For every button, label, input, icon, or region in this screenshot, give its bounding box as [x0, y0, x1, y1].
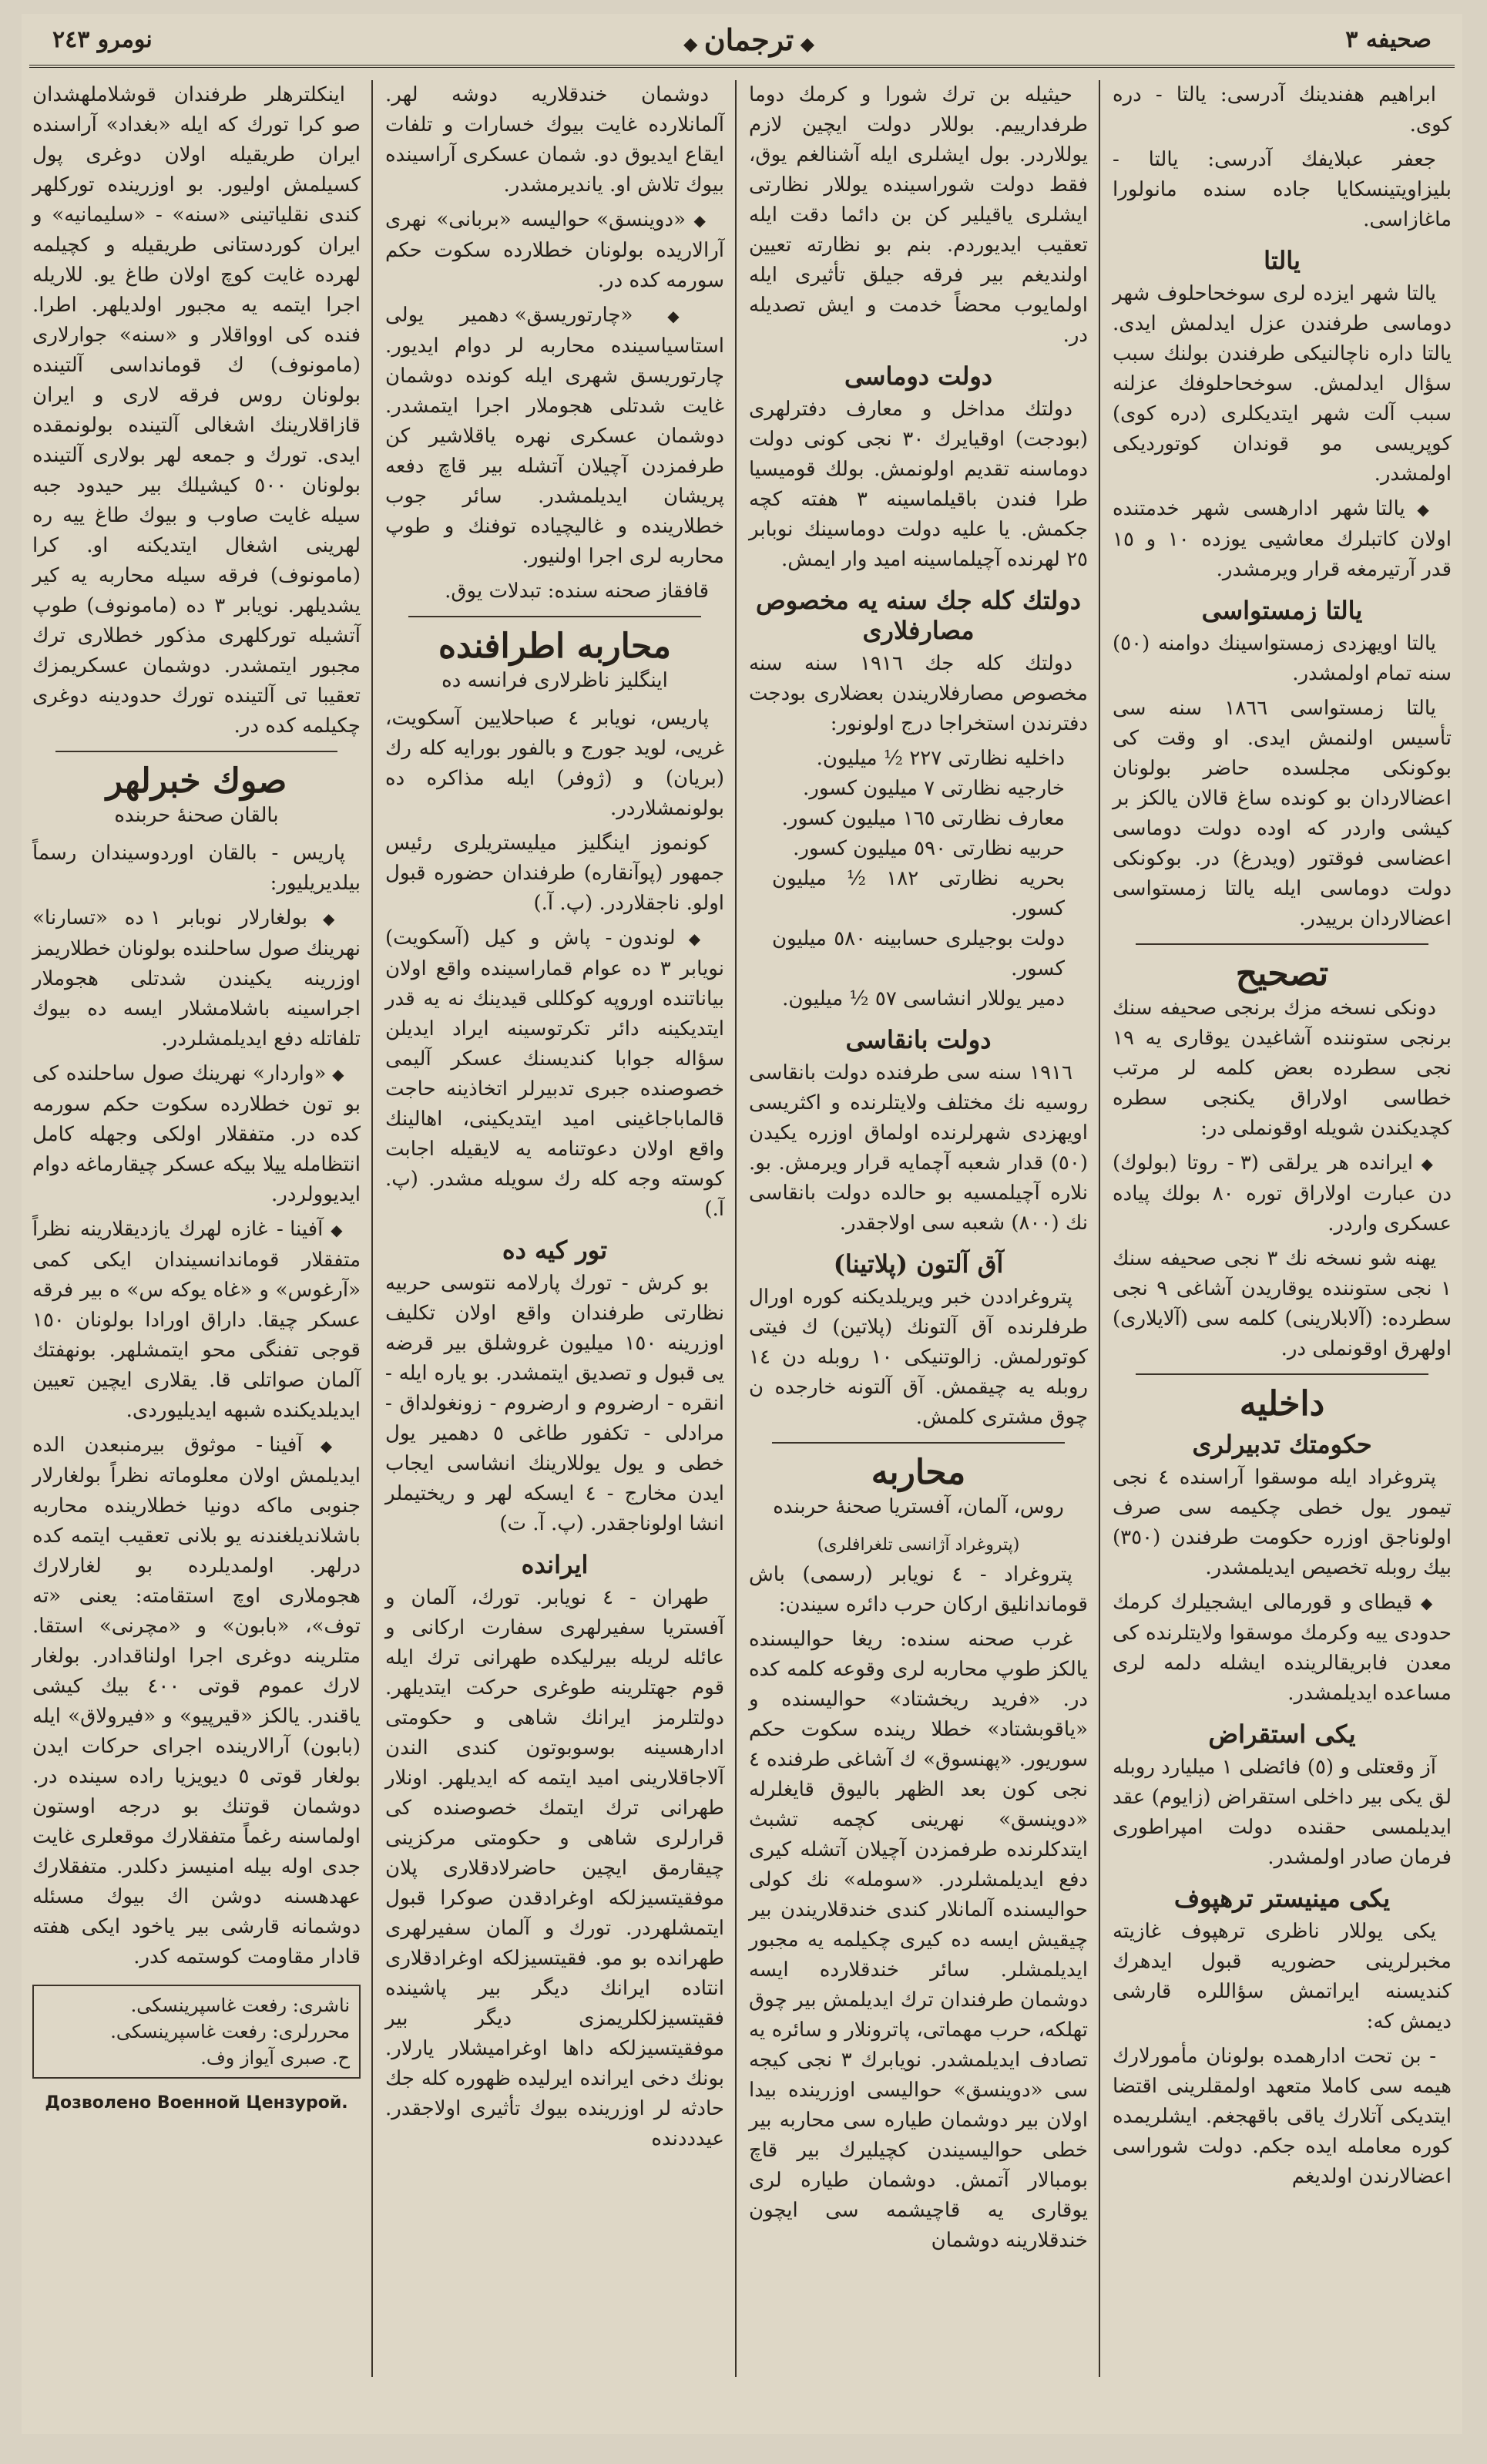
section-heading: تور كیه ده	[502, 1235, 608, 1265]
section-heading: یالتا زمستواسی	[1201, 596, 1363, 625]
publisher-box	[32, 1985, 361, 2079]
editors-line	[43, 2019, 350, 2045]
news-item: ◆ لوندون - پاش و كیل (آسكویت) نویابر ٣ ده عوام قماراسینده واقع اولان بیاناتنده اوروپه كوكللی قیدینك نه یه قدر ایتدیكینه دائر تكرتوسینه ایراد ایدیلن سؤاله جوابا كندیسنك عسكر آلیمی خصوصنده جبری تدبیرلر اتخاذینه حاجت قالماباجاغینی امید ایتدیكینی، اهالینك واقع اولان دعوتنامه یه لایقیله اجابت كوسته وجه كله رك سویله مشدر. (پ. آ.)	[385, 923, 724, 1225]
divider	[1136, 943, 1428, 945]
news-item: ◆ «چارتوریسق» دهمیر یولی استاسیاسینده محاربه لر دوام ایدیور. چارتوریسق شهری ایله كونده دوشمان غایت شدتلی هجوملار اجرا ایتمشدر. دوشمان عسكری نهره یاقلاشیر كن طرفمزدن آچیلان آتشله بیر قاچ دفعه پریشان ایدیلمشدر. سائر جوب خطلارینده و غالیچیاده توفنك و طوپ محاربه لری اجرا اولنیور.	[385, 301, 724, 572]
issue-number: نومرو ٢٤٣	[52, 25, 153, 53]
paragraph: جعفر عبلایفك آدرسی: یالتا - بلیزاویتینسكایا جاده سنده مانولورا ماغازاسی.	[1113, 148, 1452, 231]
section-heading: تصحیح	[1235, 954, 1329, 993]
news-item: ◆ ایرانده هر یرلقی (٣ - روتا (بولوك) دن عبارت اولاراق توره ٨٠ بولك پیاده عسكری واردر.	[1113, 1148, 1452, 1239]
paragraph: دونكی نسخه مزك برنجی صحیفه سنك برنجی ستوننده آشاغیدن یوقاری یه ١٩ نجی سطرده بعض كلمه لر مرتب خطاسی اولاراق یكنجی سطره كچدیكندن شویله اوقونملی در:	[1113, 997, 1452, 1140]
section-heading: آق آلتون (پلاتینا)	[833, 1249, 1004, 1279]
column-2	[738, 80, 1099, 2377]
column-3	[374, 80, 735, 2377]
paragraph: پتروغراد ایله موسقوا آراسنده ٤ نجی تیمور یول خطی چكیمه سی صرف اولوناجق اوزره حكومت طرفندن (٣٥٠) بیك روبله تخصیص ایدیلمشدر.	[1113, 1466, 1452, 1579]
divider	[408, 616, 701, 617]
newspaper-title: ◆ ترجمان ◆	[683, 22, 814, 57]
paragraph: دوشمان خندقلاریه دوشه لهر. آلمانلارده غایت بیوك خسارات و تلفات ایقاع ایدیوق دو. شمان عسكری آراسینده بیوك تلاش او. یاندیرمشدر.	[385, 83, 724, 197]
paragraph: كونموز اینگلیز میلیستریلری رئیس جمهور (پوآنقاره) طرفندان حضوره قبول اولو. ناجقلاردر. (پ. آ.)	[385, 832, 724, 915]
paragraph: یالتا اویهزدی زمستواسینك دوامنه (٥٠) سنه تمام اولمشدر.	[1113, 632, 1452, 685]
paragraph: پتروغراددن خبر ویریلدیكنه كوره اورال طرفلرنده آق آلتونك (پلاتین) ك فیتی كوتورلمش. زالوتنیكی ١٠ روبله دن ١٤ روبله یه چیقمش. آق آلتونه خارجده ن چوق مشتری كلمش.	[749, 1286, 1088, 1429]
paragraph: ١٩١٦ سنه سی طرفنده دولت بانقاسی روسیه نك مختلف ولایتلرنده و اكثریسی اویهزدی شهرلرنده اولماق اوزره یكیدن (٥٠) قدار شعبه آچمایه قرار ویرمش. بو. نلاره آچیلمسیه بو حالده دولت بانقاسی نك (٨٠٠) شعبه سی اولاجقدر.	[749, 1061, 1088, 1235]
paragraph: دولتك كله جك ١٩١٦ سنه سنه مخصوص مصارفلاریندن بعضلاری بودجت دفترندن استخراجا درج اولونور:	[749, 652, 1088, 735]
publisher-name: رفعت غاسپرینسكی.	[130, 1995, 287, 2016]
sub-heading: بالقان صحنهٔ حربنده	[114, 804, 279, 827]
news-item: ◆ «واردار» نهرینك صول ساحلنده كی بو تون خطلارده سكوت حكم سورمه كده در. متفقلار اولكی وجهله كامل انتظامله ییلا بیكه عسكر چیقارماغه دوام ایدیوولردر.	[32, 1059, 361, 1210]
sub-heading: اینگلیز ناظرلاری فرانسه ده	[441, 669, 668, 692]
masthead-rule	[29, 65, 1455, 68]
news-item: ◆ یالتا شهر ادارهسی شهر خدمتنده اولان كاتبلرك معاشیی یوزده ١٠ و ١٥ قدر آرتیرمغه قرار ویرمشدر.	[1113, 494, 1452, 585]
budget-list	[749, 744, 1088, 1014]
censor-note: Дозволено Военной Цензурой.	[45, 2093, 348, 2113]
paragraph: دولتك مداخل و معارف دفترلهری (بودجت) اوقیایرك ٣٠ نجی كونی دولت دوماسنه تقدیم اولونمش. بولك قومیسیا طرا فندن باقیلماسینه ٣ هفته كچه جكمش. یا علیه دولت دوماسینك نوبابر ٢٥ لهرنده آچیلماسینه امید وار ایمش.	[749, 398, 1089, 571]
paragraph: پاریس، نویابر ٤ صباحلایین آسكویت، غریی، لوید جورج و بالفور بورایه كله رك (بریان) و (ژوفر) ایله مذاكره ده بولونمشلاردر.	[385, 707, 724, 820]
newspaper-page	[22, 14, 1462, 2434]
paragraph: آز وقعتلی و (٥) فائضلی ١ میلیارد روبله لق یكی بیر داخلی استقراض (زایوم) عقد ایدیلمسی حقنده دولت امپراطوری فرمان صادر اولمشدر.	[1113, 1756, 1452, 1869]
paragraph: ابراهیم هفندینك آدرسی: یالتا - دره كوی.	[1113, 83, 1452, 136]
budget-line: دولت بوجیلری حسابینه ٥٨٠ میلیون كسور.	[772, 927, 1065, 980]
paragraph: پتروغراد - ٤ نویابر (رسمی) باش قوماندانلیق اركان حرب دائره سیندن:	[749, 1563, 1088, 1616]
budget-line: حربیه نظارتی ٥٩٠ میلیون كسور.	[793, 837, 1065, 860]
section-heading: یالتا	[1264, 246, 1301, 275]
paragraph: - بن تحت ادارهمده بولونان مأمورلارك هیمه سی كاملا متعهد اولمقلرینی اقتضا ایتدیكی آتلارك یاقی باقهجغم. ایشلریمده كوره معامله ایده جكم. دولت شوراسی اعضالارندن اولدیغم	[1113, 2045, 1452, 2188]
divider	[1136, 1373, 1428, 1375]
news-item: ◆ آفینا - غازه لهرك یازدیقلارینه نظراً متفقلار قوماندانسیندان ایكی كمی «آرغوس» و «غاه یوكه س» ه بیر فرقه عسكر چیقا. داراق اورادا بولونان ١٥٠ قوجی تفنگی محو ایتمشلهر. بونهفتك آلمان صواتلی قا. یقلاری ایچین تعیین ایدیلدیكنده شبهه ایدیلیوردی.	[32, 1215, 361, 1426]
paragraph: پاریس - بالقان اوردوسیندان رسماً بیلدیریلیور:	[32, 842, 361, 895]
budget-line: معارف نظارتی ١٦٥ میلیون كسور.	[781, 807, 1065, 830]
sub-heading: حكومتك تدبیرلری	[1192, 1430, 1372, 1459]
budget-line: دمیر یوللار انشاسی ٥٧ ½ میلیون.	[782, 987, 1065, 1010]
divider	[55, 751, 337, 752]
editor-name: ح. صبری آیواز وف.	[200, 2047, 350, 2069]
column-divider	[735, 80, 737, 2377]
paragraph: یكی یوللار ناظری ترهپوف غازیته مخبرلرینی حضوریه قبول ایدهرك كندیسنه ایراتمش سؤاللره قارشی دیمش كه:	[1113, 1920, 1452, 2033]
section-heading: صوك خبرلهر	[106, 761, 287, 801]
news-item: ◆ «دوینسق» حوالیسه «بربانی» نهری آرالاریده بولونان خطلارده سكوت حكم سورمه كده در.	[385, 205, 724, 296]
divider	[772, 1442, 1065, 1444]
paragraph: غرب صحنه سنده: ریغا حوالیسنده یالكز طوپ محاربه لری وقوعه كلمه كده در. «فرید ریخشتاد» حوالیسنده و «یاقوبشتاد» خطلا رینده سكوت حكم سوریور. «پهنسوق» ك آشاغی طرفنده ٤ نجی كون بعد الظهر بالیوق قایغلرله «دوینسق» نهرینی كچمه تشبث ایتدكلرنده طرفمزدن آچیلان آتشله كیری دفع ایدیلمشلردر. «سومله» نك كولی حوالیسنده آلمانلار كندی خندقلاریندن بیر چیقیش ایسه ده كیری چكیلمه یه مجبور ایدیلمشلر. سائر خندقلارده ایسه دوشمان طرفندان ترك ایدیلمش بیر چوق تهلكه، حرب مهماتی، پاترونلار و سائره یه تصادف ایدیلمشدر. نویابرك ٣ نجی كیجه سی «دوینسق» حوالیسی اوزرینده بیدا اولان بیر دوشمان طیاره سی محاربه بیر خطی حوالیسیندن كچیلیرك بیر قاچ بومبالار آتمش. دوشمان طیاره لری یوقاری یه قاچیشمه سی ایچون خندقلارینه دوشمان	[749, 1628, 1089, 2252]
news-item: ◆ بولغارلار نوبابر ١ ده «تسارنا» نهرینك صول ساحلنده بولونان خطلاریمز اوزرینه یكیندن شدتلی هجوملار اجراسینه باشلامشلار ایسه ده بیوك تلفاتله دفع ایدیلمشلردر.	[32, 903, 361, 1054]
sub-heading: یكی استقراض	[1208, 1719, 1356, 1749]
publisher-label: ناشری:	[292, 1995, 350, 2016]
column-divider	[1099, 80, 1100, 2377]
paragraph: قافقاز صحنه سنده: تبدلات یوق.	[445, 580, 709, 603]
agency-note: (پتروغراد آژانسی تلغرافلری)	[817, 1535, 1020, 1555]
section-heading: دولتك كله جك سنه یه مخصوص مصارفلاری	[756, 586, 1081, 645]
publisher-line	[43, 1992, 350, 2019]
budget-line: داخلیه نظارتی ٢٢٧ ½ میلیون.	[816, 747, 1065, 770]
paragraph: طهران - ٤ نویابر. تورك، آلمان و آفستریا سفیرلهری سفارت اركانی و عائله لریله بیرلیكده طهرانی ترك ایله قوم جهتلرینه طوغری حركت ایتدیلهر. دولتلرمز ایرانك شاهی و حكومتی ادارهسینه بوسوبوتون كندی الندن آلاجاقلارینی امید ایتمه كه ایدیلهر. اونلار طهرانی ترك ایتمك خصوصنده كی قرارلری شاهی و حكومتی مركزینی چیقارمق ایچین حاضرلادقلاری پلان موفقیتسیزلكه اوغرادقدن صوكرا قبول ایتمشلهردر. تورك و آلمان سفیرلهری طهرانده بو مو. فقیتسیزلكه اوغرادقلاری انتاده ایرانك دیگر بیر پاشینده فقیتسیزلكلریمزی دیگر بیر موفقیتسیزلكه داها اوغرامیشلار یارلار. بونك دخی ایرانده ایرلیده ظهوره كله جك حادثه لر اوزرینده بیوك تأثیری اولاجقدر. عیدددنده	[385, 1586, 724, 2150]
sub-heading: یكی مینیستر ترهپوف	[1173, 1884, 1391, 1913]
paragraph: یالتا شهر ایزده لری سوخحاحلوف شهر دوماسی طرفندن عزل ایدلمش ایدی. یالتا داره ناچالنیكی طرفندن بولنك سبب سؤال ایدلمش. سوخحاحلوفك عزلنه سبب آلت شهر ایتدیكلری (دره كوی) كوپریسی مو قوندان كوتوردیكی اولمشدر.	[1113, 282, 1452, 486]
column-divider	[371, 80, 373, 2377]
section-heading: داخلیه	[1239, 1384, 1325, 1424]
masthead	[22, 14, 1462, 65]
news-item: ◆ آفینا - موثوق بیرمنبعدن الده ایدیلمش اولان معلوماته نظراً بولغارلار جنوبی ماكه دونیا خطلارینده محاربه باشلاندیلغندنه یو بلانی تعقیب ایتمه كده درلهر. اولمدیلرده بو لغارلارك هجوملاری اوچ استقامته: یعنی «ته توف»، «بابون» و «مچرنی» استقا. متلرینه دوغری اجرا اولناقدادر. بولغار لارك عموم قوتی ٤٠٠ بیك كیشی یاقندر. یالكز «قیرپیو» و «فیرولاق» ایله (بابون) آرالارینده اجرای حركات ایدن بولغار قوتی ٥ دیویزیا راده سینده در. دوشمان قوتنك بو درجه اوستون اولماسنه رغماً متفقلارك موقعلری غایت جدی اوله بیله امنیسز دكلدر. متفقلارك عهدهسنه دوشن اك بیوك مسئله دوشمانه قارشی بیر یاخود ایكی هفته قادار مقاومت كوستمه كدر.	[32, 1430, 361, 1972]
editor-name: رفعت غاسپرینسكی.	[110, 2021, 267, 2042]
news-item: ◆ قیطای و قورمالی ایشجیلرك كرمك حدودی ییه وكرمك موسقوا ولایتلرنده كی معدن فابریقالرینده ایشله دلمه لری مساعده ایدیلمشدر.	[1113, 1588, 1452, 1709]
paragraph: یالتا زمستواسی ١٨٦٦ سنه سی تأسیس اولنمش ایدی. او وقت كی بوكونكی مجلسده حاضر بولونان اعضالاردان بو كونده ساغ قالان یالكز بر كیشی واردر كه اوده دولت دوماسی اعضاسی فوقتور (ویدرغ) در. بوكونكی دولت دوماسی ایله یالتا زمستواسی اعضالاردان برییدر.	[1113, 697, 1452, 930]
section-heading: ایرانده	[521, 1550, 589, 1579]
budget-line: خارجیه نظارتی ٧ میلیون كسور.	[803, 777, 1065, 800]
editors-line-2	[43, 2045, 350, 2071]
section-heading: محاربه اطرافنده	[438, 627, 671, 666]
section-heading: دولت دوماسی	[844, 361, 993, 391]
paragraph: بو كرش - تورك پارلامه نتوسی حربیه نظارتی طرفندان واقع اولان تكلیف اوزرینه ١٥٠ میلیون غروشلق بیر قرضه یی قبول و تصدیق ایتمشدر. بو یاره ایله - انقره - ارضروم و ارضروم - زونغولداق - مرادلی - تكفور طاغی ٥ دهمیر یول خطی و یول یوللارینك انشاسی ایجاب ایدن مخارج - ٤ ایسكه لهر و ریختیملر انشا اولوناجقدر. (پ. آ. ت)	[385, 1272, 724, 1535]
sub-heading: روس، آلمان، آفستریا صحنهٔ حربنده	[773, 1495, 1064, 1518]
section-heading: محاربه	[871, 1453, 966, 1492]
column-4	[22, 80, 371, 2377]
paragraph: یهنه شو نسخه نك ٣ نجی صحیفه سنك ١ نجی ستوننده یوقاریدن آشاغی ٩ نجی سطرده: (آلابلارینی) كلمه سی (آلایلاری) اولهرق اوقونملی در.	[1113, 1247, 1452, 1360]
paragraph: اینكلترهلر طرفندان قوشلاملهشدان صو كرا تورك كه ایله «بغداد» آراسنده ایران طریقیله اولان دوغری پول كسیلمش اولیور. بو اوزرینده توركلهر كندی نقلیاتینی «سنه» - «سلیمانیه» و ایران كوردستانی طریقیله و كچیلمه لهرده غایت كوچ اولان طاغ یو. للاریله اجرا ایتمه یه مجبور اولدیلهر. اطرا. فنده كی اوواقلار و «سنه» جوارلاری (مامونوف) ك قومانداسی آلتینده بولونان روس فرقه لاری و ایران قازاقلارینك اشغالی آلتینده بولونمقده ایدی. تورك و جمعه لهر بولاری آلتینده بولونان ٥٠٠ كیشیلك بیر حیدود جبه سیله غایت صاوب و بیوك طاغ ییه ره لهرینی اشغال ایتدیكنه او. كرا (مامونوف) فرقه سیله محاربه یه كیر یشدیلهر. نویابر ٣ ده (مامونوف) طوپ آتشیله توركلهری مذكور خطلاری ترك مجبور ایتمشدر. دوشمان عسكریمزك تعقیبا تی آلتینده تورك حدودینه دوغری چكیلمه كده در.	[32, 83, 361, 738]
budget-line: بحریه نظارتی ١٨٢ ½ میلیون كسور.	[772, 867, 1065, 920]
column-1	[1102, 80, 1462, 2377]
editors-label: محررلری:	[272, 2021, 350, 2042]
page-number: صحیفه ٣	[1345, 25, 1432, 53]
section-heading: دولت بانقاسی	[845, 1025, 992, 1054]
paragraph: حیثیله بن ترك شورا و كرمك دوما طرفدارییم. بوللار دولت ایچین لازم یوللاردر. بول ایشلری ایله آشنالغم یوق، فقط دولت شوراسینده یوللار نظارتی ایشلری یاقیلیر كن بن دائما دقت ایله تعقیب ایدیوردم. بنم بو نظارته تعیین اولندیغم بیر فرقه جیلق تأثیری ایله اولمایوب محضاً خدمت و ایش تصدیله در.	[749, 83, 1088, 347]
